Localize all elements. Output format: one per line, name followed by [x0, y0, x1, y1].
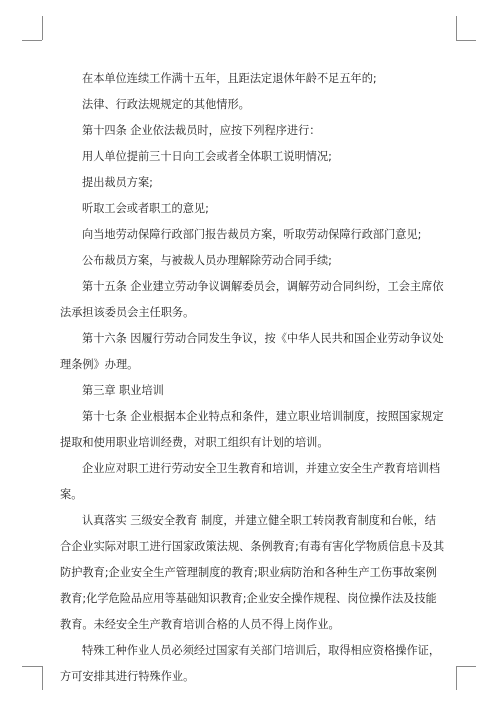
crop-mark-line [456, 666, 476, 667]
paragraph: 企业应对职工进行劳动安全卫生教育和培训，并建立安全生产教育培训档案。 [60, 462, 441, 501]
crop-mark-line [22, 40, 42, 41]
paragraph: 向当地劳动保障行政部门报告裁员方案，听取劳动保障行政部门意见; [82, 228, 422, 241]
article-16: 第十六条 因履行劳动合同发生争议，按《中华人民共和国企业劳动争议处理条例》办理。 [60, 332, 444, 371]
crop-mark-line [456, 16, 457, 40]
article-heading-14: 第十四条 企业依法裁员时，应按下列程序进行： [82, 124, 321, 137]
crop-mark-line [22, 666, 42, 667]
article-17: 第十七条 企业根据本企业特点和条件，建立职业培训制度，按照国家规定提取和使用职业培训经费，对职工组织有计划的培训。 [60, 410, 444, 449]
crop-mark-line [42, 666, 43, 690]
paragraph: 用人单位提前三十日向工会或者全体职工说明情况; [82, 150, 332, 163]
document-body [60, 66, 445, 690]
paragraph: 在本单位连续工作满十五年，且距法定退休年龄不足五年的; [82, 72, 377, 85]
paragraph: 公布裁员方案，与被裁人员办理解除劳动合同手续; [82, 254, 332, 267]
paragraph: 法律、行政法规规定的其他情形。 [82, 98, 250, 111]
article-15: 第十五条 企业建立劳动争议调解委员会，调解劳动合同纠纷，工会主席依法承担该委员会主任职务。 [60, 280, 444, 319]
crop-mark-line [456, 666, 457, 690]
chapter-heading: 第三章 职业培训 [82, 384, 164, 397]
crop-mark-line [456, 40, 476, 41]
paragraph: 特殊工种作业人员必须经过国家有关部门培训后，取得相应资格操作证，方可安排其进行特殊作业。 [60, 644, 441, 683]
paragraph: 认真落实 三级安全教育 制度，并建立健全职工转岗教育制度和台帐，结合企业实际对职工进行国家政策法规、条例教育;有毒有害化学物质信息卡及其防护教育;企业安全生产管理制度的教育;职业病防治和各种生产工伤事故案例教育;化学危险品应用等基础知识教育;企业安全操作规程、岗位操作法及技能教育。未经安全生产教育培训合格的人员不得上岗作业。 [60, 514, 445, 631]
paragraph: 提出裁员方案; [82, 176, 153, 189]
crop-mark-line [42, 16, 43, 40]
paragraph: 听取工会或者职工的意见; [82, 202, 209, 215]
